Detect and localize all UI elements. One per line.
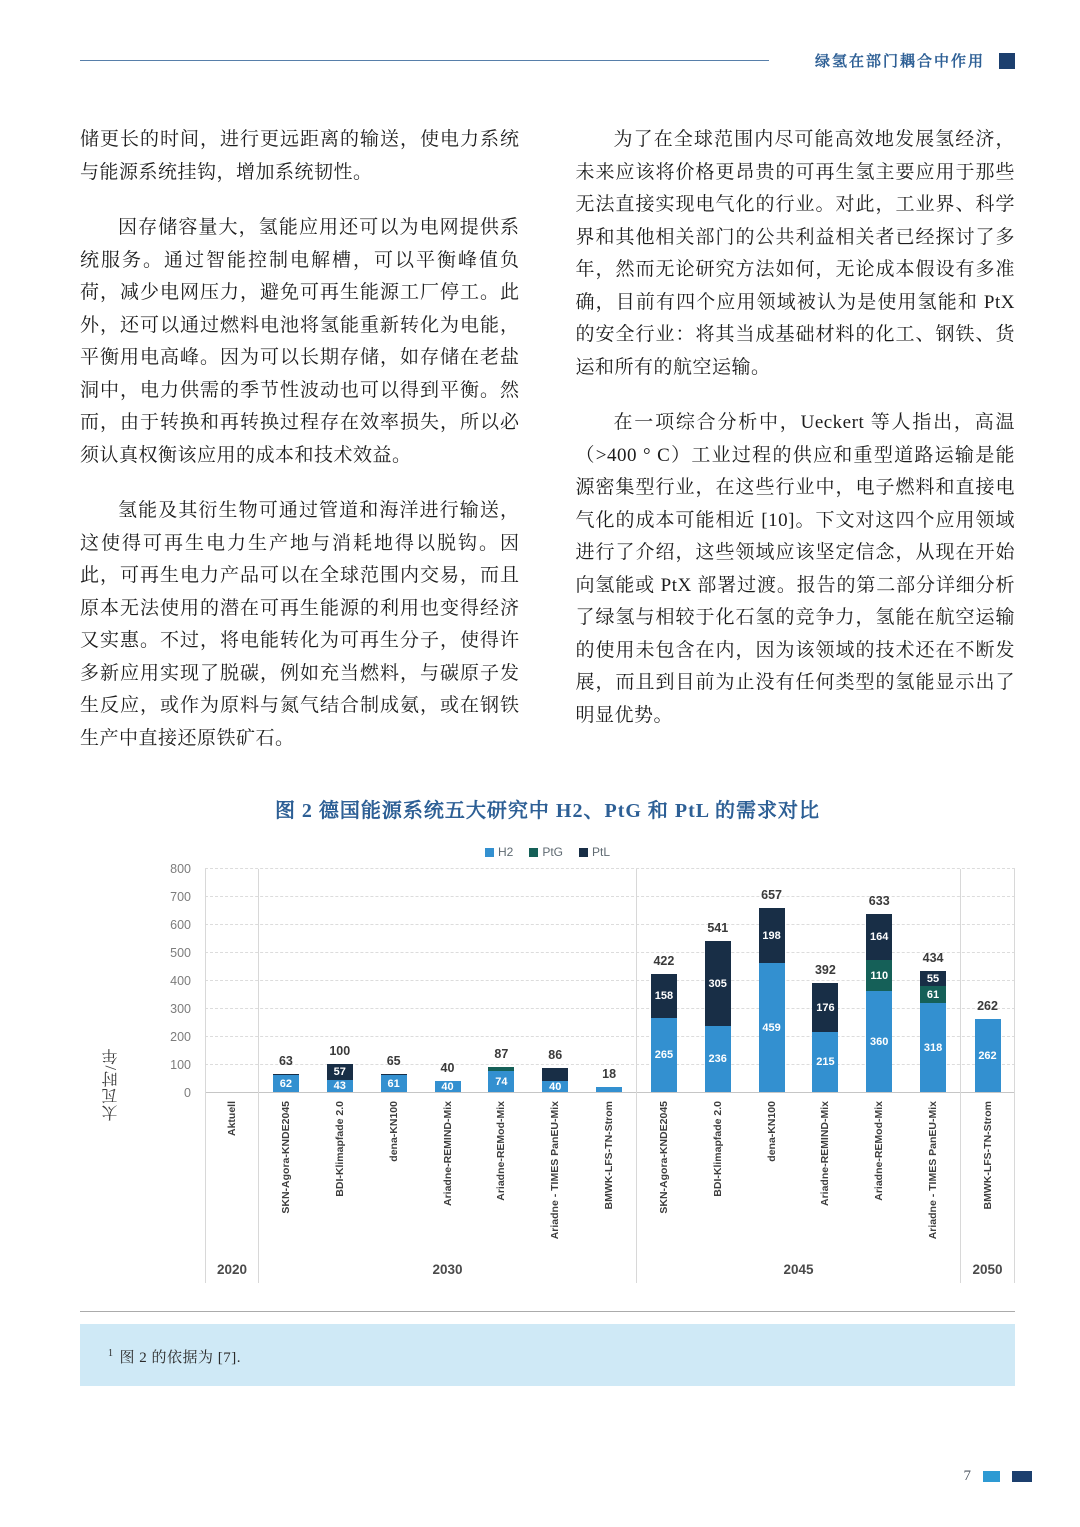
bar-segment-h2: 74 — [488, 1071, 514, 1092]
x-axis-label: Ariadne-REMod-Mix — [495, 1101, 508, 1201]
x-axis-label-cell — [852, 1101, 906, 1255]
bar-total-label: 422 — [653, 954, 675, 968]
bar-segment-h2: 215 — [812, 1032, 838, 1092]
x-axis-label: Ariadne-REMIND-Mix — [441, 1101, 454, 1207]
x-axis-label-cell — [313, 1101, 367, 1255]
bar-slot — [528, 868, 582, 1092]
legend-item-ptl — [579, 845, 610, 859]
stacked-bar — [812, 983, 838, 1092]
bar-segment-h2: 40 — [435, 1081, 461, 1092]
bar-total-label: 40 — [440, 1061, 455, 1075]
page-number: 7 — [963, 1468, 971, 1484]
bar-slot — [313, 868, 367, 1092]
body-paragraph: 氢能及其衍生物可通过管道和海洋进行输送，这使得可再生电力生产地与消耗地得以脱钩。因此，可再生电力产品可以在全球范围内交易，而且原本无法使用的潜在可再生能源的利用也变得经济又实惠。不过，将电能转化为可再生分子，使得许多新应用实现了脱碳，例如充当燃料，与碳原子发生反应，或作为原料与氮气结合制成氨，或在钢铁生产中直接还原铁矿石。 — [80, 500, 520, 749]
y-axis-ticks — [130, 862, 205, 1100]
header-rule — [80, 60, 769, 61]
bar-segment-ptg: 61 — [920, 986, 946, 1003]
y-tick-label: 600 — [170, 918, 191, 932]
body-columns — [80, 124, 1015, 778]
bar-total-label: 434 — [922, 951, 944, 965]
running-header-title: 绿氢在部门耦合中作用 — [814, 53, 985, 70]
footer-square-dark-icon — [1012, 1471, 1032, 1482]
year-group-2050 — [961, 869, 1015, 1283]
year-group-2030 — [259, 869, 637, 1283]
legend-swatch-icon — [579, 848, 588, 857]
bar-segment-h2: 43 — [327, 1080, 353, 1092]
bar-slot — [852, 868, 906, 1092]
stacked-bar — [327, 1064, 353, 1092]
stacked-bar — [975, 1019, 1001, 1092]
y-tick-label: 200 — [170, 1030, 191, 1044]
body-paragraph: 为了在全球范围内尽可能高效地发展氢经济，未来应该将价格更昂贵的可再生氢主要应用于那些无法直接实现电气化的行业。对此，工业界、科学界和其他相关部门的公共利益相关者已经探讨了多年，然而无论研究方法如何，无论成本假设有多准确，目前有四个应用领域被认为是使用氢能和 PtX 的安全行业：将其当成基础材料的化工、钢铁、货运和所有的航空运输。 — [575, 129, 1015, 378]
bar-slot — [906, 868, 960, 1092]
chart-legend — [80, 845, 1015, 859]
year-group-2045 — [637, 869, 961, 1283]
footnote-marker: 1 — [108, 1348, 114, 1359]
bar-slot — [691, 868, 745, 1092]
bar-slot — [367, 868, 421, 1092]
x-axis-label: BDI-Klimapfade 2.0 — [333, 1101, 346, 1197]
y-tick-label: 700 — [170, 890, 191, 904]
bar-slot — [474, 868, 528, 1092]
bar-segment-ptl: 305 — [705, 941, 731, 1026]
stacked-bar — [705, 941, 731, 1092]
bar-segment-h2: 459 — [759, 963, 785, 1092]
bar-segment-h2: 265 — [651, 1018, 677, 1092]
bar-slot — [206, 868, 258, 1092]
bar-total-label: 657 — [761, 888, 782, 902]
bar-segment-ptl: 164 — [866, 914, 892, 960]
x-axis-label-cell — [474, 1101, 528, 1255]
header-square-icon — [999, 53, 1015, 69]
bar-slot — [259, 868, 313, 1092]
y-tick-label: 400 — [170, 974, 191, 988]
year-label: 2050 — [972, 1261, 1003, 1277]
year-label: 2030 — [432, 1261, 463, 1277]
x-axis-label: Ariadne-REMod-Mix — [873, 1101, 886, 1201]
stacked-bar — [488, 1067, 514, 1092]
x-axis-label: Aktuell — [226, 1101, 238, 1137]
bar-segment-h2: 236 — [705, 1026, 731, 1092]
x-axis-label-cell — [582, 1101, 636, 1255]
y-tick-label: 0 — [184, 1086, 191, 1100]
footnote-text: $^1$ 图 2 的依据为 [7]. — [108, 1348, 241, 1366]
y-tick-label: 300 — [170, 1002, 191, 1016]
x-axis-label-cell — [421, 1101, 475, 1255]
y-axis-title-column — [100, 869, 130, 1283]
x-axis-label: BMWK-LFS-TN-Strom — [603, 1101, 616, 1210]
bar-total-label: 18 — [602, 1067, 617, 1081]
bar-slot — [421, 868, 475, 1092]
bar-segment-ptl: 55 — [920, 971, 946, 986]
legend-label: PtL — [592, 845, 611, 859]
body-paragraph: 储更长的时间，进行更远距离的输送，使电力系统与能源系统挂钩，增加系统韧性。 — [80, 129, 520, 183]
stacked-bar — [542, 1068, 568, 1092]
x-axis-label-cell — [691, 1101, 745, 1255]
bar-total-label: 262 — [977, 999, 998, 1013]
bar-total-label: 65 — [386, 1054, 401, 1068]
plot-area — [205, 869, 1015, 1283]
legend-swatch-icon — [529, 848, 538, 857]
x-axis-label: BDI-Klimapfade 2.0 — [711, 1101, 724, 1197]
right-column — [576, 124, 1016, 778]
bar-segment-ptl: 176 — [812, 983, 838, 1032]
bar-segment-ptl: 198 — [759, 908, 785, 963]
bar-segment-h2 — [596, 1087, 622, 1092]
y-tick-label: 100 — [170, 1058, 191, 1072]
stacked-bar — [435, 1081, 461, 1092]
x-axis-label-cell — [259, 1101, 313, 1255]
body-paragraph: 因存储容量大，氢能应用还可以为电网提供系统服务。通过智能控制电解槽，可以平衡峰值负荷，减少电网压力，避免可再生能源工厂停工。此外，还可以通过燃料电池将氢能重新转化为电能，平衡用电高峰。因为可以长期存储，如存储在老盐洞中，电力供需的季节性波动也可以得到平衡。然而，由于转换和再转换过程存在效率损失，所以必须认真权衡该应用的成本和技术效益。 — [80, 217, 520, 466]
bar-total-label: 63 — [278, 1054, 293, 1068]
legend-label: PtG — [542, 845, 563, 859]
left-column — [80, 124, 520, 778]
x-axis-label: Ariadne - TIMES PanEU-Mix — [549, 1101, 562, 1240]
x-axis-label-cell — [367, 1101, 421, 1255]
bar-segment-ptl — [542, 1068, 568, 1081]
bar-total-label: 541 — [707, 921, 729, 935]
bar-slot — [745, 868, 799, 1092]
legend-label: H2 — [497, 845, 514, 859]
stacked-bar — [759, 908, 785, 1092]
x-axis-label: dena-KN100 — [387, 1101, 400, 1162]
bar-total-label: 87 — [494, 1047, 509, 1061]
x-axis-label: Ariadne - TIMES PanEU-Mix — [927, 1101, 940, 1240]
year-label: 2020 — [216, 1261, 248, 1277]
bar-slot — [582, 868, 636, 1092]
bar-segment-h2: 318 — [920, 1003, 946, 1092]
x-axis-label: Ariadne-REMIND-Mix — [819, 1101, 832, 1207]
x-axis-label: SKN-Agora-KNDE2045 — [279, 1101, 292, 1214]
stacked-bar — [381, 1074, 407, 1092]
chart-area — [80, 862, 1015, 1283]
bar-segment-h2: 40 — [542, 1081, 568, 1092]
bar-slot — [798, 868, 852, 1092]
y-tick-label: 800 — [170, 862, 191, 876]
x-axis-label-cell — [961, 1101, 1014, 1255]
page-header — [80, 50, 1015, 71]
bar-segment-ptg: 110 — [866, 960, 892, 991]
bar-total-label: 100 — [329, 1044, 351, 1058]
bar-segment-h2: 62 — [273, 1075, 299, 1092]
bar-segment-ptl: 57 — [327, 1064, 353, 1080]
legend-item-ptg — [529, 845, 563, 859]
page-footer — [964, 1468, 1033, 1485]
x-axis-label-cell — [528, 1101, 582, 1255]
x-axis-label-cell — [798, 1101, 852, 1255]
x-axis-label-cell — [745, 1101, 799, 1255]
bar-total-label: 633 — [868, 894, 890, 908]
stacked-bar — [866, 914, 892, 1092]
stacked-bar — [920, 971, 946, 1092]
bar-total-label: 86 — [548, 1048, 563, 1062]
y-tick-label: 500 — [170, 946, 191, 960]
footnote-divider — [80, 1311, 1015, 1312]
x-axis-label-cell — [906, 1101, 960, 1255]
body-paragraph: 在一项综合分析中，Ueckert 等人指出，高温（>400 ° C）工业过程的供应和重型道路运输是能源密集型行业，在这些行业中，电子燃料和直接电气化的成本可能相近 [10]。下文对这四个应用领域进行了介绍，这些领域应该坚定信念，从现在开始向氢能或 PtX 部署过渡。报告的第二部分详细分析了绿氢与相较于化石氢的竞争力，氢能在航空运输的使用未包含在内，因为该领域的技术还在不断发展，而且到目前为止没有任何类型的氢能显示出了明显优势。 — [575, 412, 1015, 726]
bar-segment-h2: 360 — [866, 991, 892, 1092]
bar-total-label: 392 — [814, 963, 836, 977]
footer-square-light-icon — [983, 1471, 1000, 1482]
figure-2-chart — [80, 794, 1015, 1283]
footnote-box — [80, 1324, 1015, 1386]
stacked-bar — [596, 1087, 622, 1092]
legend-item-h2 — [485, 845, 513, 859]
x-axis-label: SKN-Agora-KNDE2045 — [657, 1101, 670, 1214]
bar-slot — [637, 868, 691, 1092]
year-label: 2045 — [783, 1261, 814, 1277]
year-group-2020 — [205, 869, 259, 1283]
bar-segment-ptl: 158 — [651, 974, 677, 1018]
x-axis-label: dena-KN100 — [765, 1101, 778, 1162]
bar-segment-h2: 262 — [975, 1019, 1001, 1092]
stacked-bar — [651, 974, 677, 1092]
x-axis-label: BMWK-LFS-TN-Strom — [981, 1101, 994, 1210]
stacked-bar — [273, 1074, 299, 1092]
y-axis-title: 太瓦时/年 — [103, 1047, 120, 1121]
chart-title: 图 2 德国能源系统五大研究中 H2、PtG 和 PtL 的需求对比 — [274, 800, 821, 822]
x-axis-label-cell — [637, 1101, 691, 1255]
legend-swatch-icon — [485, 848, 494, 857]
bar-segment-h2: 61 — [381, 1075, 407, 1092]
bar-slot — [961, 868, 1014, 1092]
x-axis-label-cell — [206, 1101, 258, 1255]
bar-groups — [205, 869, 1015, 1283]
